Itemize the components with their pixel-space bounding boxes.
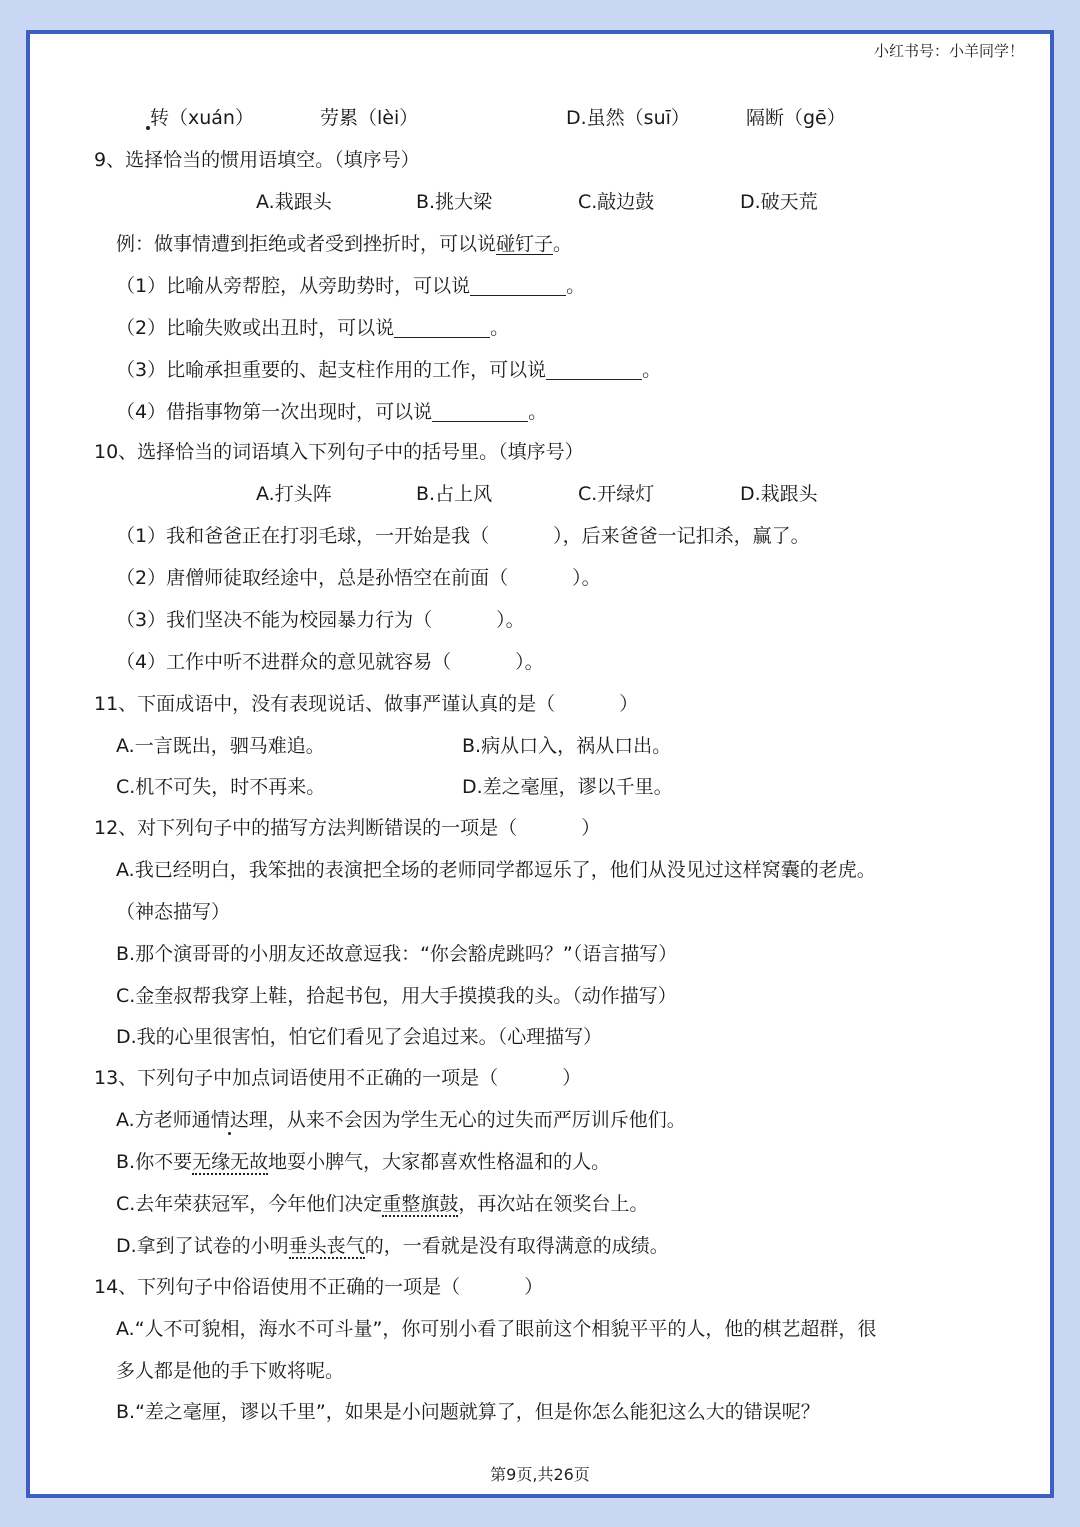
q13-title: 13、下列句子中加点词语使用不正确的一项是（ ） — [94, 1067, 582, 1089]
q10-item-1: （1）我和爸爸正在打羽毛球，一开始是我（ ），后来爸爸一记扣杀，赢了。 — [116, 525, 810, 547]
q10-option-b: B.占上风 — [416, 483, 493, 505]
q9-item-1: （1）比喻从旁帮腔，从旁助势时，可以说 。 — [116, 275, 586, 297]
answer-blank[interactable] — [470, 273, 566, 296]
q10-option-d: D.栽跟头 — [740, 483, 818, 505]
dotted-word: 重整旗鼓 — [382, 1193, 459, 1215]
q9-option-d: D.破天荒 — [740, 191, 818, 213]
q10-item-3: （3）我们坚决不能为校园暴力行为（ ）。 — [116, 609, 525, 631]
q9-option-c: C.敲边鼓 — [578, 191, 655, 213]
top-item-a: 转（xuán） — [150, 104, 254, 132]
q10-option-c: C.开绿灯 — [578, 483, 655, 505]
q10-title: 10、选择恰当的词语填入下列句子中的括号里。（填序号） — [94, 441, 584, 463]
q10-option-a: A.打头阵 — [256, 483, 332, 505]
q9-example: 例：做事情遭到拒绝或者受到挫折时，可以说碰钉子。 — [116, 233, 573, 255]
answer-blank[interactable] — [394, 315, 490, 338]
q12-option-a-line2: （神态描写） — [116, 901, 231, 923]
top-item-c: D.虽然（suī） — [566, 107, 690, 129]
page-number: 第9页,共26页 — [490, 1465, 590, 1484]
q9-item-4: （4）借指事物第一次出现时，可以说 。 — [116, 401, 548, 423]
q11-option-b: B.病从口入，祸从口出。 — [462, 735, 672, 757]
q11-option-c: C.机不可失，时不再来。 — [116, 776, 326, 798]
q14-option-a-line2: 多人都是他的手下败将呢。 — [116, 1360, 345, 1382]
answer-blank[interactable] — [432, 399, 528, 422]
q11-option-d: D.差之毫厘，谬以千里。 — [462, 776, 673, 798]
q11-title: 11、下面成语中，没有表现说话、做事严谨认真的是（ ） — [94, 693, 639, 715]
q12-option-d: D.我的心里很害怕，怕它们看见了会追过来。（心理描写） — [116, 1026, 603, 1048]
q13-option-b: B.你不要无缘无故地耍小脾气，大家都喜欢性格温和的人。 — [116, 1151, 611, 1173]
q12-option-b: B.那个演哥哥的小朋友还故意逗我：“你会豁虎跳吗？”（语言描写） — [116, 943, 678, 965]
q9-item-3: （3）比喻承担重要的、起支柱作用的工作，可以说 。 — [116, 359, 662, 381]
example-answer: 碰钉子 — [496, 233, 554, 255]
q12-title: 12、对下列句子中的描写方法判断错误的一项是（ ） — [94, 817, 601, 839]
dotted-word: 垂头丧气 — [288, 1235, 365, 1257]
q9-title: 9、选择恰当的惯用语填空。（填序号） — [94, 149, 420, 171]
q13-option-a: A.方老师通情达理，从来不会因为学生无心的过失而严厉训斥他们。 — [116, 1109, 686, 1131]
q14-option-a-line1: A.“人不可貌相，海水不可斗量”，你可别小看了眼前这个相貌平平的人，他的棋艺超群，很 — [116, 1318, 877, 1340]
q14-option-b: B.“差之毫厘，谬以千里”，如果是小问题就算了，但是你怎么能犯这么大的错误呢？ — [116, 1401, 820, 1423]
dot-mark — [146, 126, 150, 130]
answer-blank[interactable] — [546, 357, 642, 380]
top-item-b: 劳累（lèi） — [320, 107, 419, 129]
q9-option-a: A.栽跟头 — [256, 191, 332, 213]
q13-option-d: D.拿到了试卷的小明垂头丧气的，一看就是没有取得满意的成绩。 — [116, 1235, 669, 1257]
dotted-word: 无缘无故 — [192, 1151, 269, 1173]
q11-option-a: A.一言既出，驷马难追。 — [116, 735, 325, 757]
q13-option-c: C.去年荣获冠军，今年他们决定重整旗鼓，再次站在领奖台上。 — [116, 1193, 649, 1215]
q14-title: 14、下列句子中俗语使用不正确的一项是（ ） — [94, 1276, 544, 1298]
q9-item-2: （2）比喻失败或出丑时，可以说 。 — [116, 317, 510, 339]
watermark: 小红书号：小羊同学！ — [873, 42, 1024, 60]
q12-option-c: C.金奎叔帮我穿上鞋，拾起书包，用大手摸摸我的头。（动作描写） — [116, 985, 677, 1007]
top-item-d: 隔断（gē） — [746, 107, 846, 129]
q10-item-2: （2）唐僧师徒取经途中，总是孙悟空在前面（ ）。 — [116, 567, 601, 589]
q12-option-a-line1: A.我已经明白，我笨拙的表演把全场的老师同学都逗乐了，他们从没见过这样窝囊的老虎。 — [116, 859, 876, 881]
dotted-word: 通情达理 — [191, 1109, 268, 1131]
q9-option-b: B.挑大梁 — [416, 191, 493, 213]
q10-item-4: （4）工作中听不进群众的意见就容易（ ）。 — [116, 651, 544, 673]
